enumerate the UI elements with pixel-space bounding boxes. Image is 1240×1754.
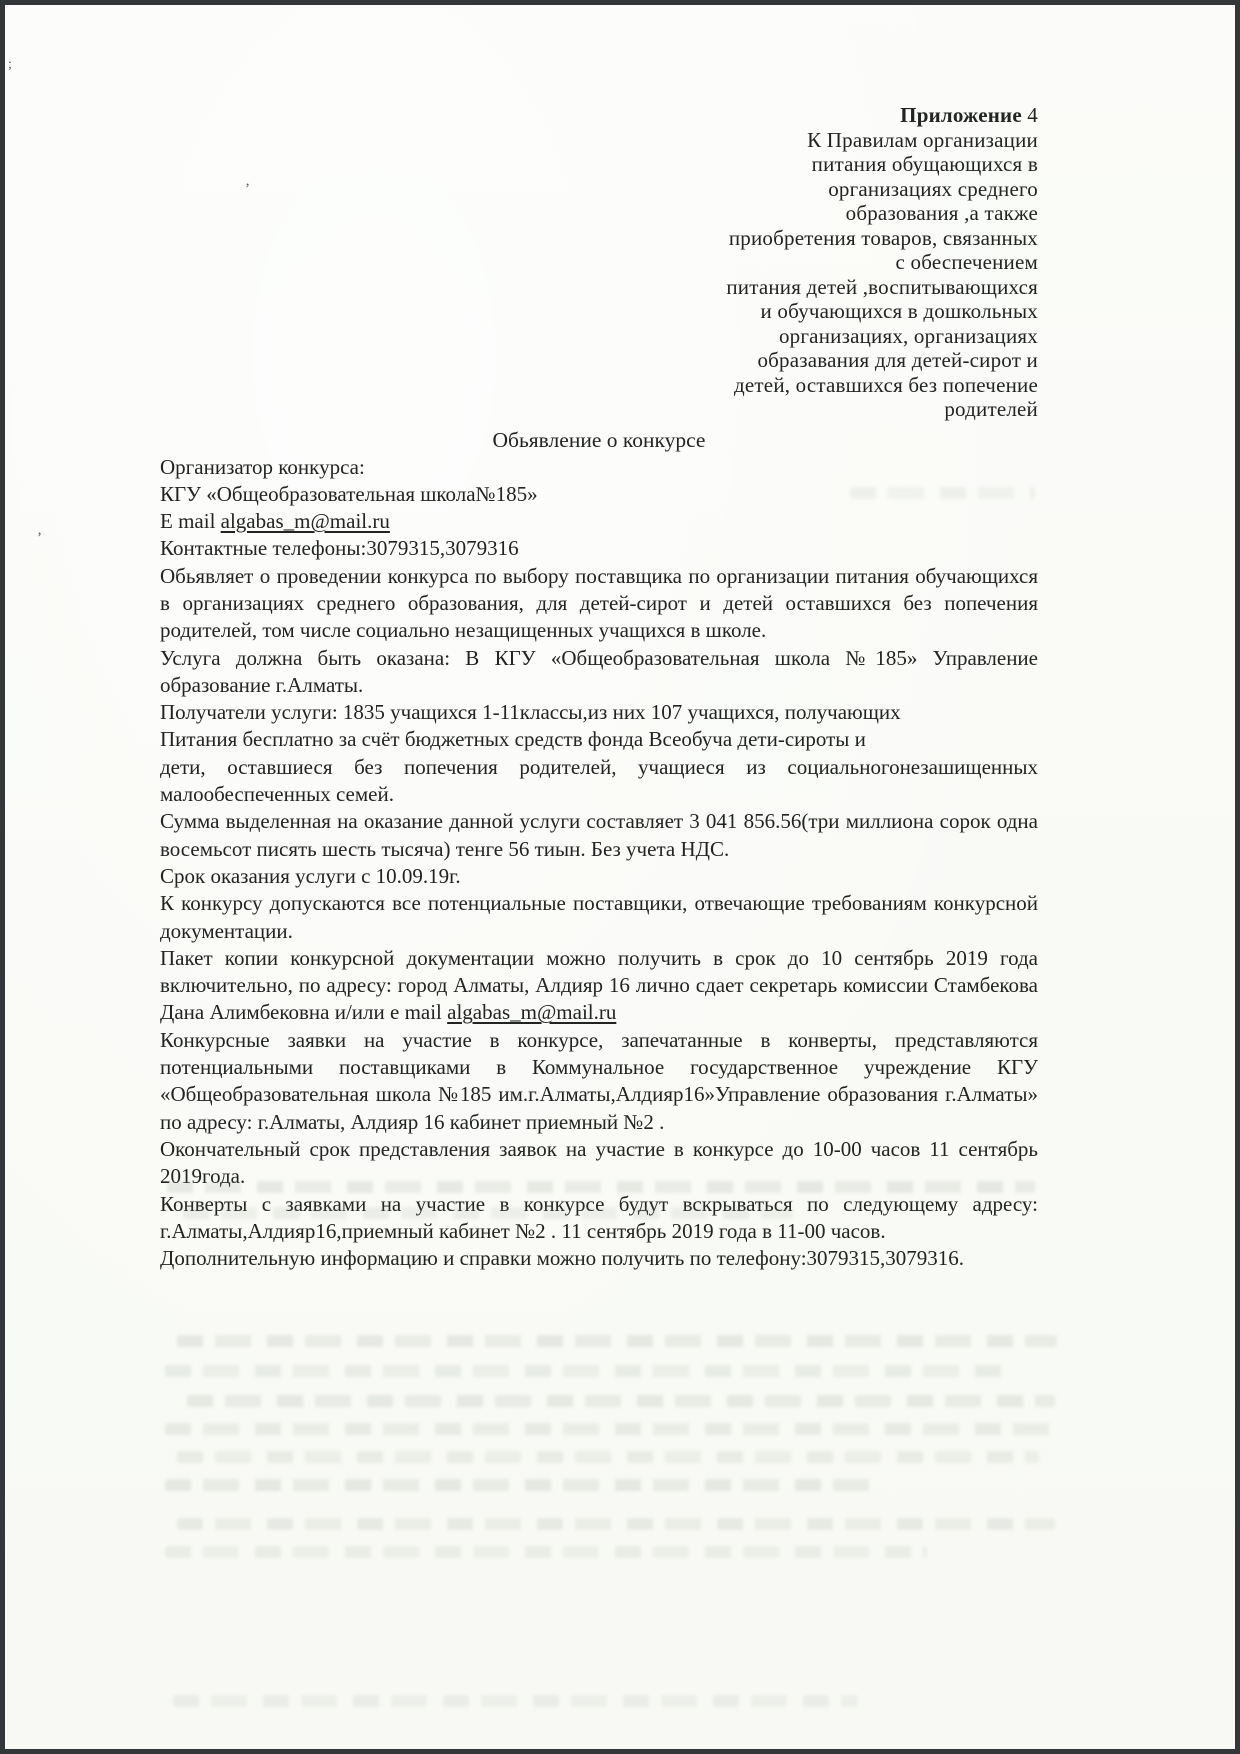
scan-speck: ’ (245, 181, 250, 197)
document-body (160, 454, 1038, 1273)
recipients-line-2: Питания бесплатно за счёт бюджетных средств фонда Всеобуча дети-сироты и (160, 727, 866, 752)
appendix-line: детей, оставшихся без попечение (734, 372, 1038, 397)
recipients-line-3: дети, оставшиеся без попечения родителей, учащиеся из социальногонезашищенных малообеспеченных семей. (160, 754, 1038, 807)
admission-paragraph: К конкурсу допускаются все потенциальные поставщики, отвечающие требованиям конкурсной документации. (160, 891, 1038, 943)
recipients-line-1: Получатели услуги: 1835 учащихся 1-11классы,из них 107 учащихся, получающих (160, 700, 901, 725)
bleedthrough-text-ghost (165, 1479, 870, 1491)
document-title: Обьявление о конкурсе (492, 427, 706, 452)
appendix-line: К Правилам организации (807, 127, 1038, 152)
appendix-line: образования ,а также (845, 201, 1038, 225)
email-address: algabas_m@mail.ru (220, 509, 390, 534)
bleedthrough-text-ghost (177, 1335, 1057, 1347)
appendix-line: с обеспечением (895, 250, 1038, 274)
organizer-name: КГУ «Общеобразовательная школа№185» (160, 481, 538, 506)
appendix-line: родителей (944, 397, 1038, 421)
bleedthrough-text-ghost (165, 1365, 1010, 1377)
scan-speck: ; (8, 57, 12, 72)
organizer-label: Организатор конкурса: (160, 454, 365, 479)
appendix-title-line (160, 103, 1038, 128)
term-paragraph: Срок оказания услуги с 10.09.19г. (160, 863, 461, 888)
appendix-line: образавания для детей-сирот и (757, 348, 1038, 372)
bleedthrough-text-ghost (165, 1546, 927, 1558)
bleedthrough-text-ghost (165, 1423, 1055, 1435)
opening-paragraph: Конверты с заявками на участие в конкурсе будут вскрываться по следующему адресу: г.Алматы,Алдияр16,приемный кабинет №2 . 11 сентябрь 2019 года в 11-00 часов. (160, 1191, 1038, 1243)
email-line (160, 508, 1038, 535)
appendix-line: организациях, организациях (778, 323, 1038, 348)
scan-speck: ’ (37, 530, 42, 546)
bleedthrough-text-ghost (177, 1451, 1039, 1463)
docs-paragraph (160, 945, 1038, 1027)
bleedthrough-text-ghost (167, 1181, 1035, 1193)
bleedthrough-text-ghost (177, 1518, 1055, 1530)
info-paragraph: Дополнительную информацию и справки можно получить по телефону:3079315,3079316. (160, 1246, 965, 1271)
bleedthrough-text-ghost (187, 1395, 1055, 1407)
docs-email-address: algabas_m@mail.ru (447, 1000, 617, 1025)
appendix-line: питания обущающихся в (811, 152, 1038, 176)
appendix-line: питания детей ,воспитывающихся (726, 274, 1038, 299)
announcement-paragraph: Обьявляет о проведении конкурса по выбору поставщика по организации питания обучающихся в организациях среднего образования, для детей-сирот и детей оставшихся без попечения родителей, том числе социально незащищенных учащихся в школе. (160, 563, 1038, 643)
submissions-paragraph: Конкурсные заявки на участие в конкурсе, запечатанные в конверты, представляются потенциальными поставщиками в Коммунальное государственное учреждение КГУ «Общеобразовательная школа №185 им.г.Алматы,Алдияр16»Управление образования г.Алматы» по адресу: г.Алматы, Алдияр 16 кабинет приемный №2 . (160, 1027, 1038, 1134)
document-content (160, 103, 1038, 1272)
appendix-line: и обучающихся в дошкольных (760, 299, 1038, 323)
appendix-line: организациях среднего (828, 176, 1038, 201)
appendix-number: 4 (1021, 103, 1038, 127)
appendix-line: приобретения товаров, связанных (728, 225, 1038, 250)
deadline-paragraph: Окончательный срок представления заявок на участие в конкурсе до 10-00 часов 11 сентябрь 2019года. (160, 1136, 1038, 1189)
bleedthrough-text-ghost (173, 1695, 858, 1707)
contact-phones: Контактные телефоны:3079315,3079316 (160, 536, 519, 561)
appendix-label: Приложение (900, 103, 1022, 127)
bleedthrough-text-ghost (183, 1207, 793, 1219)
service-paragraph: Услуга должна быть оказана: В КГУ «Общеобразовательная школа №185» Управление образование г.Алматы. (160, 645, 1038, 697)
appendix-header (160, 103, 1038, 422)
bleedthrough-text-ghost (850, 487, 1035, 499)
docs-text: Пакет копии конкурсной документации можно получить в срок до 10 сентябрь 2019 года включительно, по адресу: город Алматы, Алдияр 16 лично сдает секретарь комиссии Стамбекова Дана Алимбековна и/или e mail (160, 945, 1038, 1025)
sum-paragraph: Сумма выделенная на оказание данной услуги составляет 3 041 856.56(три миллиона сорок одна восемьсот писять шесть тысяча) тенге 56 тиын. Без учета НДС. (160, 809, 1038, 861)
email-prefix: E mail (160, 509, 221, 534)
paper-background (5, 5, 1235, 1749)
